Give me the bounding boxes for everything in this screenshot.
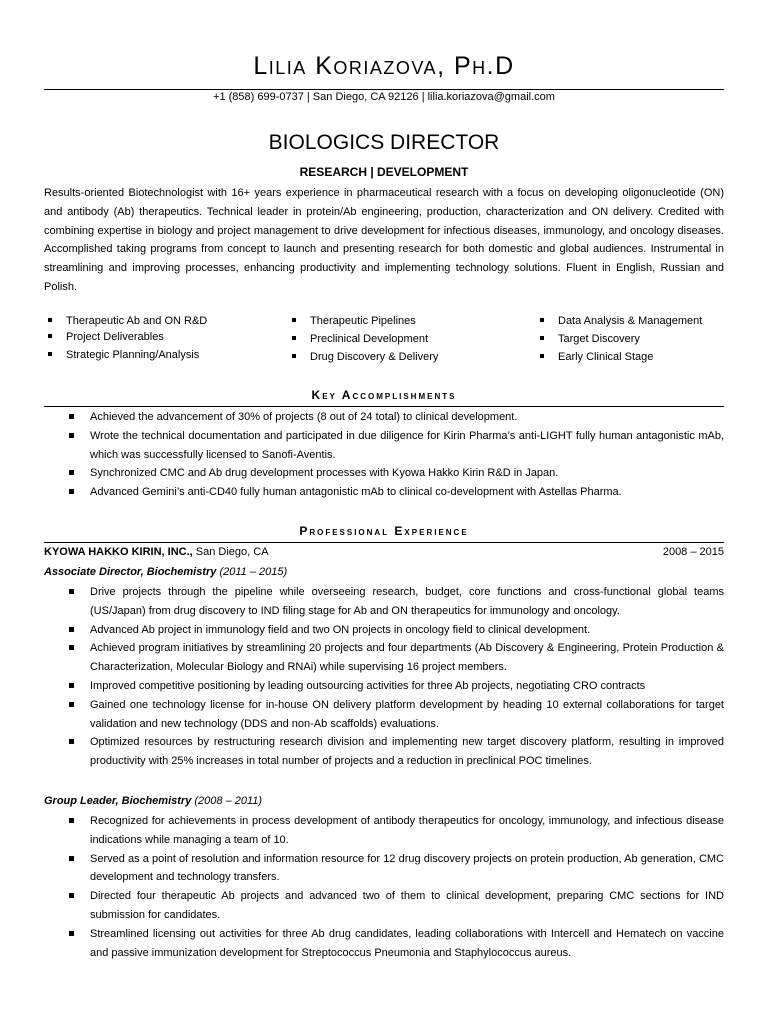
contact-info: +1 (858) 699-0737 | San Diego, CA 92126 | lilia.koriazova@gmail.com xyxy=(213,91,555,103)
candidate-name: Lilia Koriazova, Ph.D xyxy=(253,52,515,80)
list-item: Gained one technology license for in-house ON delivery platform development by heading 10 external collaborations for target validation and new technology (DDS and non-Ab scaffolds) evaluations. xyxy=(44,696,724,734)
bullet-icon xyxy=(69,683,74,688)
list-item: Served as a point of resolution and information resource for 12 drug discovery projects on protein production, Ab generation, CMC development and technology transfers. xyxy=(44,850,724,888)
skill-item: Data Analysis & Management xyxy=(536,312,702,330)
bullet-icon xyxy=(69,414,74,419)
company-line xyxy=(44,546,724,558)
bullet-icon xyxy=(69,470,74,475)
bullet-icon xyxy=(540,354,544,358)
bullet-icon xyxy=(69,433,74,438)
accomplishments-heading: Key Accomplishments xyxy=(311,388,457,402)
skills-column-2 xyxy=(288,312,438,366)
bullet-icon xyxy=(69,627,74,632)
list-item: Streamlined licensing out activities for three Ab drug candidates, leading collaborations with Intercell and Hematech on vaccine and passive immunization development for Streptococcus Pneumonia and Staphylococcus aureus. xyxy=(44,925,724,963)
bullet-icon xyxy=(69,931,74,936)
accomplishments-divider xyxy=(44,406,724,407)
position-title-2 xyxy=(44,795,262,807)
headline-subtitle: RESEARCH | DEVELOPMENT xyxy=(299,165,469,179)
bullet-icon xyxy=(69,645,74,650)
bullet-icon xyxy=(69,856,74,861)
list-item: Wrote the technical documentation and participated in due diligence for Kirin Pharma’s anti-LIGHT fully human antagonistic mAb, which was successfully licensed to Sanofi-Aventis. xyxy=(44,427,724,465)
skill-item: Preclinical Development xyxy=(288,330,438,348)
bullet-icon xyxy=(69,739,74,744)
bullet-icon xyxy=(69,893,74,898)
list-item: Recognized for achievements in process development of antibody therapeutics for oncology, immunology, and infectious disease indications while managing a team of 10. xyxy=(44,812,724,850)
bullet-icon xyxy=(540,318,544,322)
position-2-list xyxy=(44,812,724,962)
skills-column-1 xyxy=(44,312,207,364)
skill-item: Project Deliverables xyxy=(44,328,207,346)
position-dates: (2011 – 2015) xyxy=(219,566,288,578)
skill-item: Therapeutic Ab and ON R&D xyxy=(44,312,207,330)
bullet-icon xyxy=(292,318,296,322)
skill-item: Early Clinical Stage xyxy=(536,348,702,366)
skills-column-3 xyxy=(536,312,702,366)
bullet-icon xyxy=(48,318,52,322)
skill-item: Target Discovery xyxy=(536,330,702,348)
list-item: Improved competitive positioning by leading outsourcing activities for three Ab projects, negotiating CRO contracts xyxy=(44,677,724,696)
bullet-icon xyxy=(48,352,52,356)
bullet-icon xyxy=(540,336,544,340)
position-name: Group Leader, Biochemistry xyxy=(44,795,192,807)
list-item: Advanced Ab project in immunology field and two ON projects in oncology field to clinical development. xyxy=(44,621,724,640)
position-1-list xyxy=(44,583,724,771)
bullet-icon xyxy=(292,354,296,358)
bullet-icon xyxy=(69,489,74,494)
bullet-icon xyxy=(69,818,74,823)
bullet-icon xyxy=(48,334,52,338)
list-item: Directed four therapeutic Ab projects and advanced two of them to clinical development, preparing CMC sections for IND submission for candidates. xyxy=(44,887,724,925)
company-name: KYOWA HAKKO KIRIN, INC., xyxy=(44,546,193,558)
list-item: Drive projects through the pipeline while overseeing research, budget, core functions and cross-functional global teams (US/Japan) from drug discovery to IND filing stage for Ab and ON therapeutics for immunology and oncology. xyxy=(44,583,724,621)
list-item: Achieved the advancement of 30% of projects (8 out of 24 total) to clinical development. xyxy=(44,408,724,427)
list-item: Advanced Gemini’s anti-CD40 fully human antagonistic mAb to clinical co-development with Astellas Pharma. xyxy=(44,483,724,502)
headline-title: BIOLOGICS DIRECTOR xyxy=(268,131,500,154)
bullet-icon xyxy=(69,702,74,707)
company-dates: 2008 – 2015 xyxy=(662,546,724,558)
accomplishments-list xyxy=(44,408,724,502)
experience-divider xyxy=(44,542,724,543)
position-name: Associate Director, Biochemistry xyxy=(44,566,217,578)
position-title-1 xyxy=(44,566,287,578)
bullet-icon xyxy=(69,589,74,594)
company-location: San Diego, CA xyxy=(195,546,269,558)
header-divider xyxy=(44,89,724,90)
skill-item: Drug Discovery & Delivery xyxy=(288,348,438,366)
bullet-icon xyxy=(292,336,296,340)
experience-heading: Professional Experience xyxy=(299,524,469,538)
list-item: Synchronized CMC and Ab drug development processes with Kyowa Hakko Kirin R&D in Japan. xyxy=(44,464,724,483)
list-item: Achieved program initiatives by streamlining 20 projects and four departments (Ab Discovery & Engineering, Protein Production & Characterization, Molecular Biology and RNAi) while supervising 16 project members. xyxy=(44,639,724,677)
position-dates: (2008 – 2011) xyxy=(194,795,263,807)
list-item: Optimized resources by restructuring research division and implementing new target discovery platform, resulting in improved productivity with 25% increases in total number of projects and a reduction in preclinical POC timelines. xyxy=(44,733,724,771)
skill-item: Therapeutic Pipelines xyxy=(288,312,438,330)
skill-item: Strategic Planning/Analysis xyxy=(44,346,207,364)
summary-paragraph: Results-oriented Biotechnologist with 16+ years experience in pharmaceutical research with a focus on developing oligonucleotide (ON) and antibody (Ab) therapeutics. Technical leader in protein/Ab engineering, production, characterization and ON delivery. Credited with combining expertise in biology and project management to drive development for infectious diseases, immunology, and oncology diseases. Accomplished taking programs from concept to launch and presenting research for both domestic and global audiences. Instrumental in streamlining and improving processes, enhancing productivity and implementing technology solutions. Fluent in English, Russian and Polish. xyxy=(44,187,724,293)
